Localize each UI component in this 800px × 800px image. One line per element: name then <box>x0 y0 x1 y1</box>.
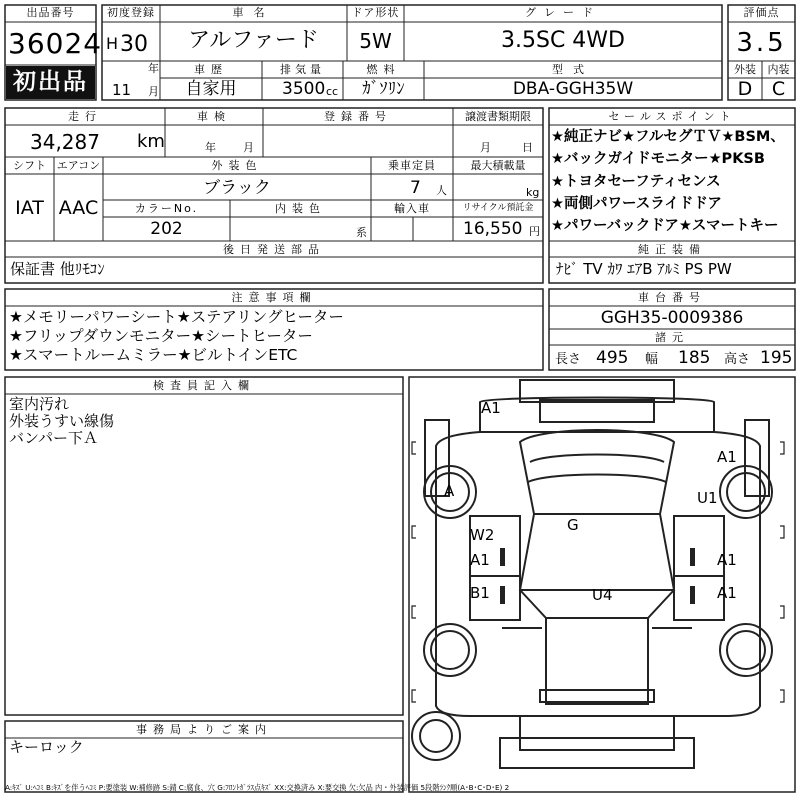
ext-color-label: 外装色 <box>211 159 263 172</box>
era: H <box>106 34 119 53</box>
model-code-label: 型式 <box>552 63 594 76</box>
door-label: ドア形状 <box>351 6 400 19</box>
mileage-unit: km <box>137 131 165 152</box>
legend: A:ｷｽﾞ U:ﾍｺﾐ B:ｷｽﾞを伴うﾍｺﾐ P:要塗装 W:補修跡 S:錆 C:腐食、穴 G:ﾌﾛﾝﾄｶﾞﾗｽ点ｷｽﾞ XX:交換済み X:要交換 欠:欠品 内・外装評価 5段階ﾗﾝｸ順(A･B･C･D･E) 2 <box>5 783 510 792</box>
ext-color: ブラック <box>203 178 271 198</box>
inspector-label: 検査員記入欄 <box>153 379 255 392</box>
month-unit: 月 <box>148 85 159 98</box>
mark-front-bumper: A1 <box>481 399 501 417</box>
mark-rear-roof: U4 <box>592 586 613 604</box>
inspection-month-unit: 月 <box>243 141 254 154</box>
office-label: 事務局よりご案内 <box>136 723 272 736</box>
score: 3.5 <box>736 28 787 58</box>
inspector-line-3: バンパー下Ａ <box>9 429 98 447</box>
capacity: 7 <box>410 178 421 198</box>
length-label: 長さ <box>555 352 582 367</box>
year-unit: 年 <box>148 62 159 75</box>
transfer-day-unit: 日 <box>522 141 533 154</box>
fuel-label: 燃料 <box>366 63 401 76</box>
note-line-2: ★フリップダウンモニター★シートヒーター <box>9 327 313 345</box>
mark-left-front-wheel: A <box>444 482 455 500</box>
shift-label: シフト <box>13 159 46 172</box>
ac-label: エアコン <box>56 159 101 172</box>
displacement-label: 排気量 <box>280 63 325 76</box>
displacement-unit: cc <box>326 85 339 98</box>
later-parts: 保証書 他ﾘﾓｺﾝ <box>10 260 105 278</box>
later-parts-label: 後日発送部品 <box>223 243 325 256</box>
inspector-line-2: 外装うすい線傷 <box>9 412 115 430</box>
transfer-deadline-label: 譲渡書類期限 <box>465 110 531 123</box>
height-label: 高さ <box>724 352 751 367</box>
sales-point-5: ★パワーバックドア★スマートキー <box>551 218 779 234</box>
dimensions-label: 諸元 <box>655 331 689 344</box>
length: 495 <box>596 348 629 368</box>
sales-point-3: ★トヨタセーフティセンス <box>551 174 721 190</box>
reg-month: 11 <box>112 81 132 99</box>
notes-label: 注意事項欄 <box>231 291 317 304</box>
score-label: 評価点 <box>743 6 780 19</box>
mark-roof: G <box>567 516 579 534</box>
history: 自家用 <box>185 79 237 99</box>
office-text: キーロック <box>9 738 84 756</box>
inspector-line-1: 室内汚れ <box>9 395 70 413</box>
recycle-unit: 円 <box>529 225 540 238</box>
car-diagram <box>425 380 769 768</box>
max-load-label: 最大積載量 <box>470 159 526 172</box>
first-reg-label: 初度登録 <box>107 6 155 19</box>
shift: IAT <box>15 197 44 219</box>
capacity-unit: 人 <box>436 184 447 197</box>
note-line-3: ★スマートルームミラー★ビルトインETC <box>9 346 298 364</box>
transfer-month-unit: 月 <box>480 141 491 154</box>
reg-year: 30 <box>120 32 148 57</box>
import-label: 輸入車 <box>394 202 430 215</box>
interior-eval: C <box>771 78 786 100</box>
recycle-label: リサイクル預託金 <box>462 203 534 213</box>
capacity-label: 乗車定員 <box>388 159 436 172</box>
equipment-items: ﾅﾋﾞ TV ｶﾜ ｴｱB ｱﾙﾐ PS PW <box>556 260 732 278</box>
sales-point-1: ★純正ナビ★フルセグＴＶ★BSM、 <box>551 129 785 145</box>
grade-label: グレード <box>525 6 601 19</box>
recycle: 16,550 <box>463 219 523 239</box>
mark-right-front-door: A1 <box>717 551 737 569</box>
max-load-unit: kg <box>526 186 540 199</box>
width: 185 <box>678 348 711 368</box>
reg-no-label: 登録番号 <box>324 110 392 123</box>
height: 195 <box>760 348 793 368</box>
note-line-1: ★メモリーパワーシート★ステアリングヒーター <box>9 308 344 326</box>
chassis-label: 車台番号 <box>638 291 706 304</box>
mileage: 34,287 <box>30 130 100 154</box>
equipment-label: 純正装備 <box>638 243 706 256</box>
car-name-label: 車名 <box>232 6 275 19</box>
sales-points-label: セールスポイント <box>608 110 736 123</box>
sales-point-4: ★両側パワースライドドア <box>551 196 722 212</box>
color-no: 202 <box>150 219 183 239</box>
chassis-number: GGH35-0009386 <box>600 308 744 328</box>
mark-left-front-door-1: W2 <box>470 526 495 544</box>
int-color-unit: 系 <box>356 226 367 239</box>
fuel: ｶﾞｿﾘﾝ <box>362 79 405 99</box>
sales-point-2: ★バックガイドモニター★PKSB <box>551 151 765 167</box>
history-label: 車歴 <box>194 63 228 76</box>
inspection-label: 車検 <box>197 110 231 123</box>
first-listing-badge: 初出品 <box>6 66 95 99</box>
lot-no-label: 出品番号 <box>26 6 75 19</box>
mark-right-front-fender: A1 <box>717 448 737 466</box>
ac: AAC <box>58 197 99 219</box>
displacement: 3500 <box>282 79 326 99</box>
car-name: アルファード <box>188 28 319 53</box>
diagram-box <box>409 377 795 792</box>
width-label: 幅 <box>645 352 659 367</box>
grade: 3.5SC 4WD <box>501 28 625 53</box>
interior-eval-label: 内装 <box>767 63 790 76</box>
mark-left-front-door-2: A1 <box>470 551 490 569</box>
exterior-eval: D <box>737 78 753 100</box>
model-code: DBA-GGH35W <box>512 79 634 99</box>
inspection-year-unit: 年 <box>205 141 216 154</box>
lot-no: 36024 <box>8 27 103 60</box>
int-color-label: 内装色 <box>275 202 326 215</box>
color-no-label: カラーNo. <box>134 202 199 215</box>
mark-left-rear-door: B1 <box>470 584 490 602</box>
mark-right-rear-door: A1 <box>717 584 737 602</box>
mileage-label: 走行 <box>68 110 102 123</box>
exterior-eval-label: 外装 <box>734 63 756 76</box>
mark-right-front-wheel: U1 <box>697 489 718 507</box>
door-type: 5W <box>359 29 392 53</box>
